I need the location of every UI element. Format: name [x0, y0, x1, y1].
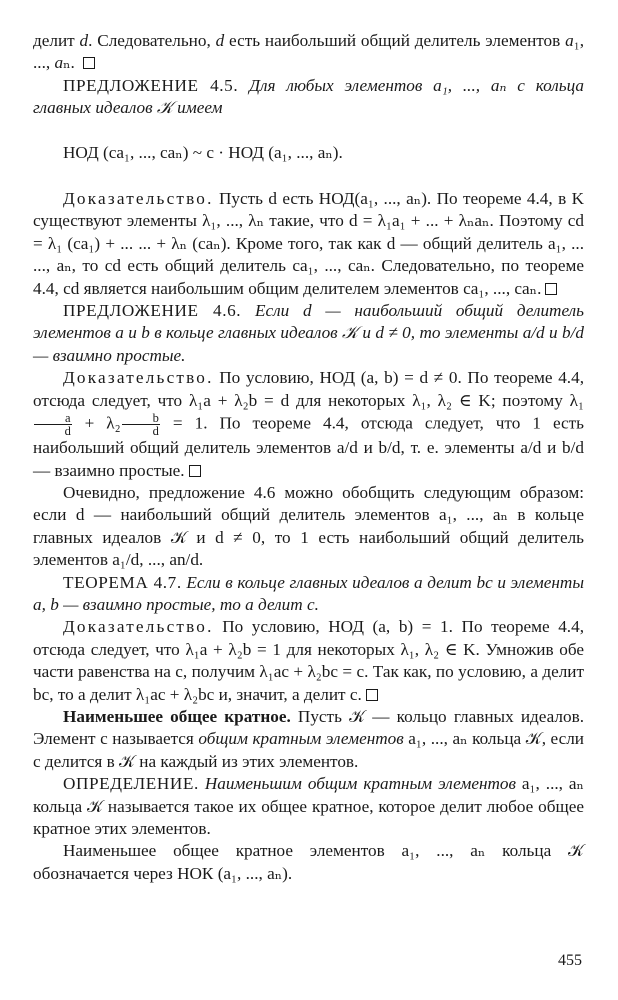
qed-box-icon: [366, 689, 378, 701]
text-fragment: делит: [33, 31, 80, 50]
text-fragment: . Следовательно,: [88, 31, 216, 50]
lcm-paragraph: [33, 706, 584, 773]
qed-box-icon: [83, 57, 95, 69]
fraction-numerator: b: [122, 412, 160, 425]
proof-text: По условию, НОД (a, b) = d ≠ 0. По теореме 4.4, отсюда следует, что λ₁a + λ₂b = d для некоторых λ₁, λ₂ ∈ K; поэтому λ₁: [33, 368, 585, 410]
fraction-denominator: d: [152, 424, 159, 439]
emphasized-term: общим кратным элементов: [198, 729, 404, 749]
paragraph-end-of-proof: [33, 30, 584, 75]
proof-4-5: [33, 188, 584, 300]
definition-text: a₁, ..., aₙ кольца 𝒦 называется такое их общее кратное, которое делит любое общее кратное этих элементов.: [33, 774, 584, 838]
qed-box-icon: [189, 465, 201, 477]
definition-lcm: [33, 773, 584, 840]
proof-text: + λ₂: [72, 413, 121, 433]
lcm-notation-paragraph: Наименьшее общее кратное элементов a₁, ..., aₙ кольца 𝒦 обозначается через НОК (a₁, ..., aₙ).: [33, 841, 584, 883]
text-fragment: ₙ.: [63, 53, 80, 73]
theorem-statement: Если в кольце главных идеалов a делит bc и элементы a, b — взаимно простые, то a делит c.: [33, 572, 584, 614]
fraction-a-over-d: [34, 412, 72, 437]
proposition-label: ПРЕДЛОЖЕНИЕ 4.6.: [63, 301, 242, 321]
proof-4-7: [33, 616, 584, 706]
paragraph-text: Пусть 𝒦 — кольцо главных идеалов. Элемент c называется: [33, 706, 584, 749]
generalization-paragraph: Очевидно, предложение 4.6 можно обобщить следующим образом: если d — наибольший общий делитель элементов a₁, ..., aₙ в кольце главных идеалов 𝒦 и d ≠ 0, то 1 есть наибольший общий делитель элементов a₁/d, ..., an/d.: [33, 482, 584, 570]
proposition-statement: Для любых элементов a₁, ..., aₙ с кольца главных идеалов 𝒦 имеем: [33, 75, 584, 118]
proof-text: По условию, НОД (a, b) = 1. По теореме 4.4, отсюда следует, что λ₁a + λ₂b = 1 для некоторых λ₁, λ₂ ∈ K. Умножив обе части равенства на c, получим λ₁ac + λ₂bc = c. Так как, по условию, a делит bc, то a делит λ₁ac + λ₂bc и, значит, a делит c.: [33, 617, 584, 704]
math-var: d: [79, 31, 89, 50]
page-number: 455: [558, 952, 582, 969]
theorem-label: ТЕОРЕМА 4.7.: [63, 572, 182, 592]
proposition-statement: Если d — наибольший общий делитель элементов a и b в кольце главных идеалов 𝒦 и d ≠ 0, то элементы a/d и b/d — взаимно простые.: [33, 301, 584, 365]
formula-4-5: НОД (ca₁, ..., caₙ) ~ c · НОД (a₁, ..., aₙ).: [63, 142, 343, 162]
text-fragment: есть наибольший общий делитель элементов: [224, 31, 566, 50]
proof-label: Доказательство.: [63, 189, 214, 209]
paragraph-text: a₁, ..., aₙ кольца 𝒦, если c делится в 𝒦 на каждый из этих элементов.: [33, 729, 585, 771]
qed-box-icon: [545, 283, 557, 295]
proof-label: Доказательство.: [63, 368, 214, 388]
fraction-b-over-d: [122, 412, 160, 437]
fraction-numerator: a: [34, 412, 72, 425]
theorem-4-7: [33, 572, 584, 617]
math-var: a: [565, 31, 574, 50]
proof-text: Пусть d есть НОД(a₁, ..., aₙ). По теореме 4.4, в K существуют элементы λ₁, ..., λₙ такие, что d = λ₁a₁ + ... + λₙaₙ. Поэтому cd = λ₁ (ca₁) + ... ... + λₙ (caₙ). Кроме того, так как d — общий делитель a₁, ... ..., aₙ, то cd есть общий делитель ca₁, ..., caₙ. Следовательно, по теореме 4.4, cd является наибольшим общим делителем элементов ca₁, ..., caₙ.: [33, 189, 584, 298]
text-fragment: ₁, ...,: [33, 31, 584, 73]
proof-4-6: [33, 367, 584, 482]
proposition-4-6: [33, 300, 584, 367]
fraction-denominator: d: [64, 424, 71, 439]
math-var: d: [215, 31, 225, 50]
section-heading: Наименьшее общее кратное.: [63, 706, 291, 726]
proposition-label: ПРЕДЛОЖЕНИЕ 4.5.: [63, 75, 239, 95]
definition-label: ОПРЕДЕЛЕНИЕ.: [63, 774, 199, 794]
proof-label: Доказательство.: [63, 617, 214, 637]
math-var: a: [54, 53, 64, 73]
proposition-4-5: [33, 75, 584, 120]
emphasized-term: Наименьшим общим кратным элементов: [198, 774, 516, 794]
proof-text: = 1. По теореме 4.4, отсюда следует, что 1 есть наибольший общий делитель элементов a/d и b/d, т. е. элементы a/d и b/d — взаимно простые.: [33, 413, 584, 480]
